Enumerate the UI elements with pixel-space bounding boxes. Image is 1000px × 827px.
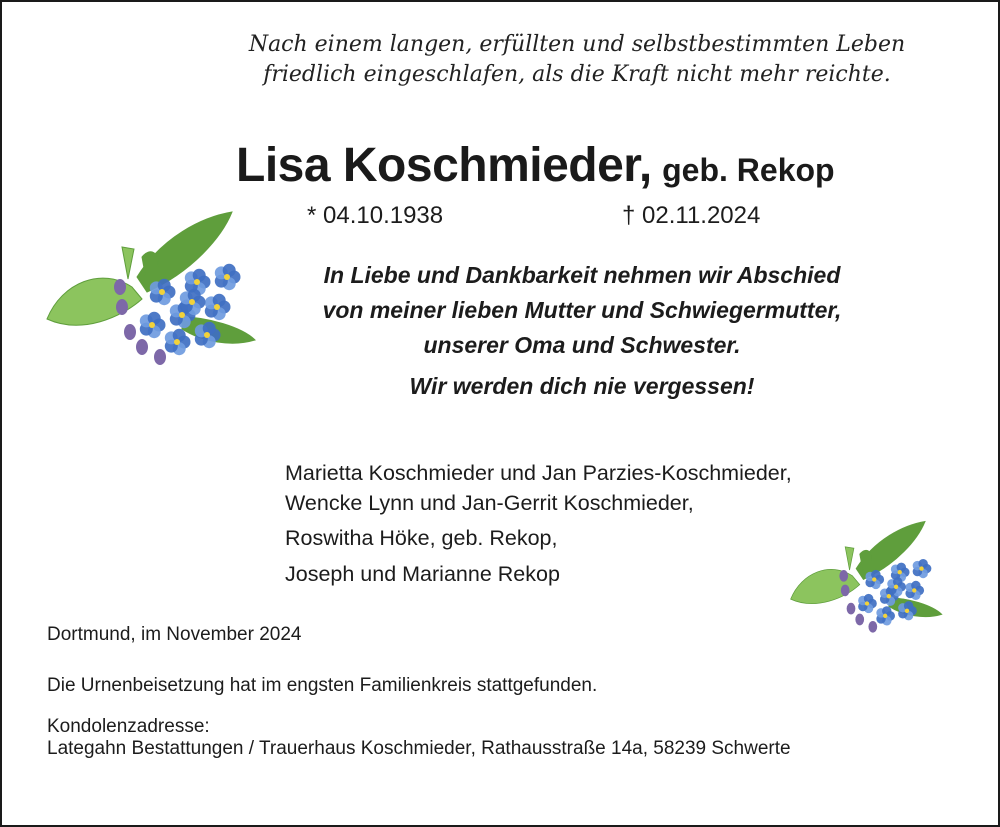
mourner-entry: Wencke Lynn und Jan-Gerrit Koschmieder, [285, 491, 694, 515]
place-and-date: Dortmund, im November 2024 [47, 624, 302, 645]
birth-date: * 04.10.1938 [307, 202, 444, 229]
death-date: † 02.11.2024 [622, 202, 761, 229]
mourner-entry: Joseph und Marianne Rekop [285, 562, 560, 586]
quote-line: Nach einem langen, erfüllten und selbstbestimmten Leben [248, 32, 906, 57]
mourners-list [285, 458, 792, 590]
opening-quote [202, 30, 952, 90]
mourner-entry: Marietta Koschmieder und Jan Parzies-Koschmieder, [285, 461, 792, 485]
condolence-label: Kondolenzadresse: [47, 716, 210, 737]
burial-note: Die Urnenbeisetzung hat im engsten Familienkreis stattgefunden. [47, 675, 598, 696]
deceased-name: Lisa Koschmieder, [236, 139, 652, 192]
quote-line: friedlich eingeschlafen, als die Kraft nicht mehr reichte. [263, 62, 891, 87]
mourner-entry: Roswitha Höke, geb. Rekop, [285, 526, 558, 550]
farewell-closing: Wir werden dich nie vergessen! [409, 373, 755, 399]
forget-me-not-bouquet-left [42, 207, 262, 377]
forget-me-not-bouquet-right [787, 517, 947, 642]
condolence-address-line: Lategahn Bestattungen / Trauerhaus Koschmieder, Rathausstraße 14a, 58239 Schwerte [47, 738, 791, 759]
farewell-line: unserer Oma und Schwester. [423, 332, 741, 358]
deceased-name-line [236, 138, 835, 193]
condolence-address [47, 716, 791, 760]
farewell-line: von meiner lieben Mutter und Schwiegermutter, [322, 297, 842, 323]
birth-name: geb. Rekop [662, 152, 835, 188]
farewell-line: In Liebe und Dankbarkeit nehmen wir Abschied [323, 262, 841, 288]
farewell-text [242, 258, 922, 363]
